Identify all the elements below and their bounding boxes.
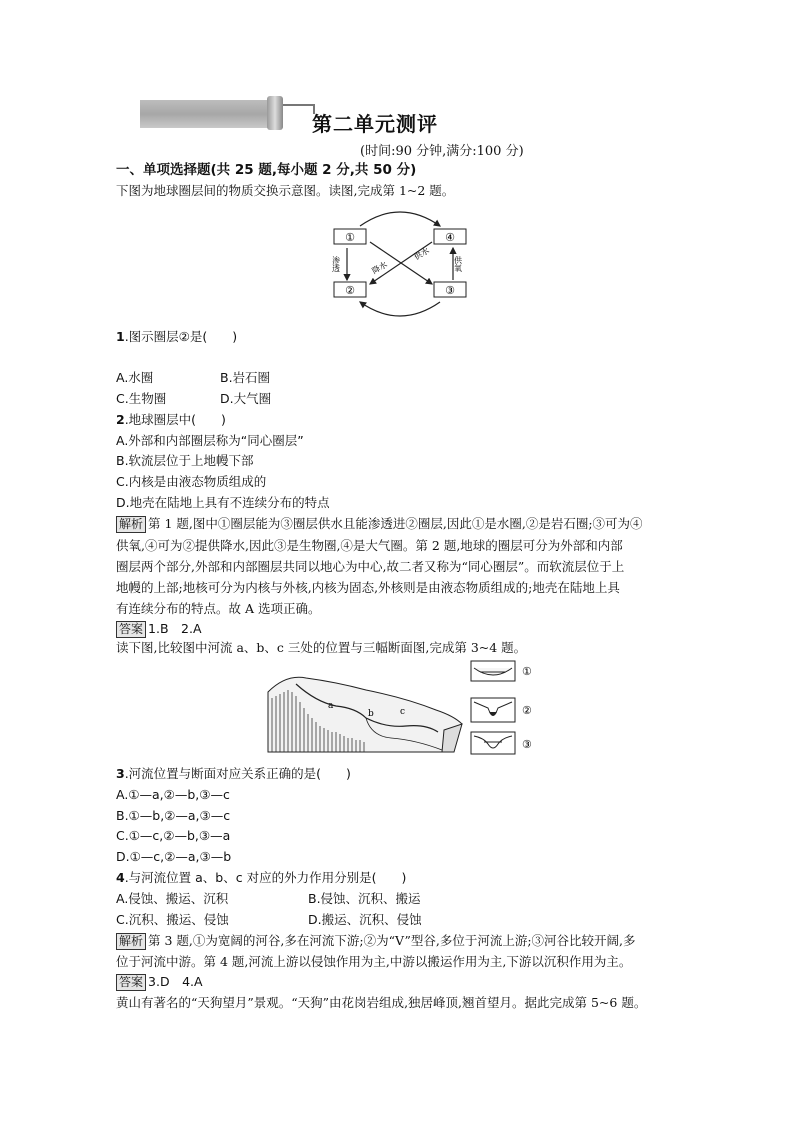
point-c: c: [400, 707, 406, 717]
label-seep: 渗透: [331, 256, 341, 272]
q2-option-a[interactable]: A.外部和内部圈层称为“同心圈层”: [116, 433, 304, 448]
section-2: ②: [522, 704, 532, 717]
analysis-2-line-1: 解析 第 3 题,①为宽阔的河谷,多在河流下游;②为“V”型谷,多位于河流上游;③河谷比较开阔,多: [116, 931, 636, 951]
q4-option-c[interactable]: C.沉积、搬运、侵蚀: [116, 912, 229, 927]
answer-tag: 答案: [116, 974, 146, 991]
q3-option-d[interactable]: D.①—c,②—a,③—b: [116, 849, 232, 864]
analysis-1-line-4: 地幔的上部;地核可分为内核与外核,内核为固态,外核则是由液态物质组成的;地壳在陆地上具: [116, 580, 620, 595]
arc-top: [360, 212, 440, 226]
analysis-2-line-2: 位于河流中游。第 4 题,河流上游以侵蚀作用为主,中游以搬运作用为主,下游以沉积作用为主。: [116, 954, 632, 969]
q4-option-a[interactable]: A.侵蚀、搬运、沉积: [116, 891, 229, 906]
q1-option-a[interactable]: A.水圈: [116, 370, 154, 385]
answer-2: 答案 3.D 4.A: [116, 972, 203, 992]
section-3: ③: [522, 738, 532, 751]
q2-option-d[interactable]: D.地壳在陆地上具有不连续分布的特点: [116, 495, 330, 510]
block3-intro: 黄山有著名的“天狗望月”景观。“天狗”由花岗岩组成,独居峰顶,翘首望月。据此完成第 5~6 题。: [116, 995, 647, 1010]
label-supply-water: 供水: [412, 245, 431, 262]
title-banner: [140, 100, 280, 128]
node-3: ③: [445, 284, 455, 297]
q3-option-c[interactable]: C.①—c,②—b,③—a: [116, 828, 231, 843]
answer-1: 答案 1.B 2.A: [116, 619, 202, 639]
section-1: ①: [522, 665, 532, 678]
q3-option-b[interactable]: B.①—b,②—a,③—c: [116, 808, 231, 823]
analysis-tag: 解析: [116, 516, 146, 533]
analysis-tag: 解析: [116, 933, 146, 950]
roller-handle: [283, 104, 315, 114]
answer-tag: 答案: [116, 621, 146, 638]
q1-option-c[interactable]: C.生物圈: [116, 391, 167, 406]
q4-option-b[interactable]: B.侵蚀、沉积、搬运: [308, 891, 421, 906]
block2-intro: 读下图,比较图中河流 a、b、c 三处的位置与三幅断面图,完成第 3~4 题。: [116, 640, 527, 655]
paint-roller-icon: [267, 96, 283, 130]
analysis-1-line-2: 供氧,④可为②提供降水,因此③是生物圈,④是大气圈。第 2 题,地球的圈层可分为外部和内部: [116, 538, 623, 553]
river-terrain-figure: [266, 662, 466, 754]
page-subtitle: (时间:90 分钟,满分:100 分): [360, 144, 524, 159]
block1-intro: 下图为地球圈层间的物质交换示意图。读图,完成第 1~2 题。: [116, 183, 455, 198]
node-2: ②: [345, 284, 355, 297]
q1-option-b[interactable]: B.岩石圈: [220, 370, 271, 385]
q3-stem: 3.河流位置与断面对应关系正确的是( ): [116, 766, 351, 781]
q1-stem: 1.图示圈层②是( ): [116, 329, 238, 344]
q2-option-b[interactable]: B.软流层位于上地幔下部: [116, 453, 254, 468]
node-4: ④: [445, 231, 455, 244]
analysis-1-line-1: 解析 第 1 题,图中①圈层能为③圈层供水且能渗透进②圈层,因此①是水圈,②是岩石圈;③可为④: [116, 514, 643, 534]
q4-option-d[interactable]: D.搬运、沉积、侵蚀: [308, 912, 422, 927]
label-rain: 降水: [370, 259, 389, 276]
q4-stem: 4.与河流位置 a、b、c 对应的外力作用分别是( ): [116, 870, 407, 885]
q3-option-a[interactable]: A.①—a,②—b,③—c: [116, 787, 230, 802]
sphere-exchange-diagram: [320, 204, 480, 324]
q2-option-c[interactable]: C.内核是由液态物质组成的: [116, 474, 267, 489]
node-1: ①: [345, 231, 355, 244]
arc-bottom: [360, 302, 440, 316]
analysis-1-line-3: 圈层两个部分,外部和内部圈层共同以地心为中心,故二者又称为“同心圈层”。而软流层位于上: [116, 559, 625, 574]
point-b: b: [368, 709, 374, 719]
analysis-1-line-5: 有连续分布的特点。故 A 选项正确。: [116, 601, 321, 616]
page-title: 第二单元测评: [312, 112, 438, 136]
q1-option-d[interactable]: D.大气圈: [220, 391, 272, 406]
point-a: a: [328, 701, 334, 711]
section-heading: 一、单项选择题(共 25 题,每小题 2 分,共 50 分): [116, 162, 417, 178]
q2-stem: 2.地球圈层中( ): [116, 412, 226, 427]
cross-section-figures: [470, 660, 550, 756]
label-supply-oxygen: 供氧: [453, 256, 463, 272]
